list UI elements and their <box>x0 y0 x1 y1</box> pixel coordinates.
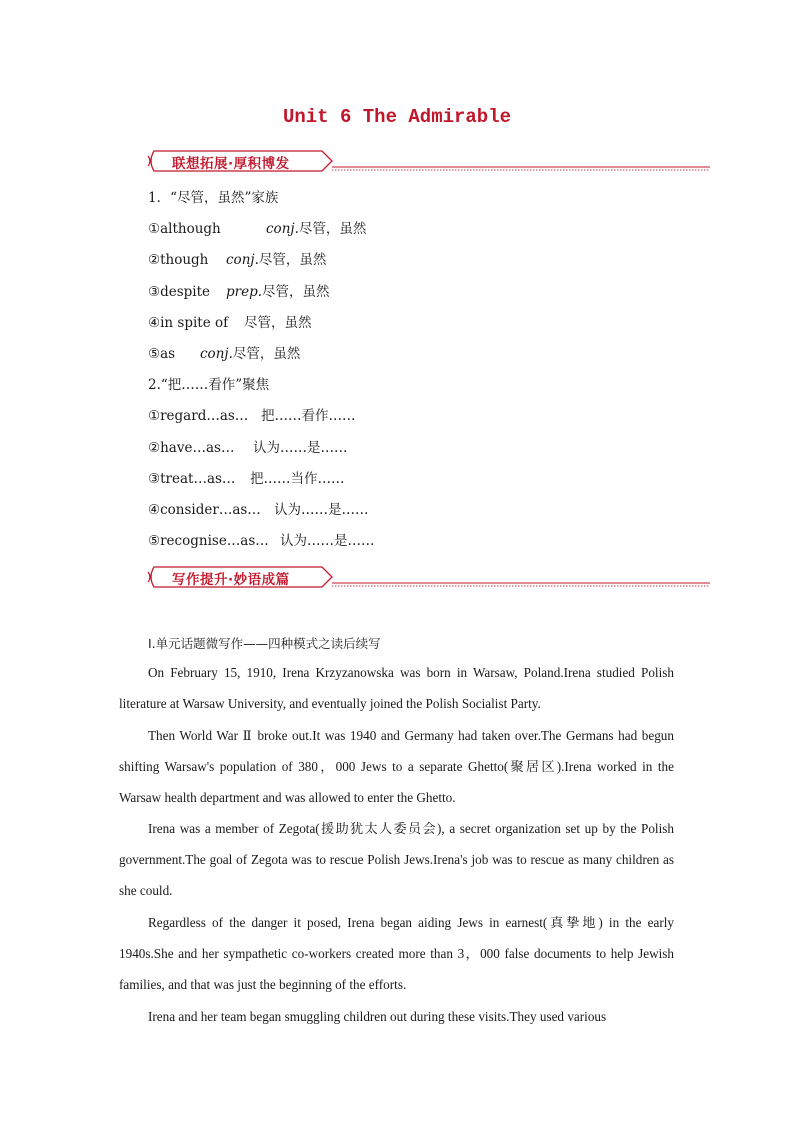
vocab-term: ③despite <box>148 284 211 300</box>
vocab-item <box>148 467 345 487</box>
section-banner-writing <box>146 564 710 590</box>
vocab-term: ②though <box>148 252 209 268</box>
page-title: Unit 6 The Admirable <box>282 106 512 128</box>
banner-label: 联想拓展·厚积博发 <box>172 156 290 172</box>
paragraph: Irena and her team began smuggling children out during these visits.They used various <box>148 1009 607 1024</box>
vocab-meaning: 把……当作…… <box>250 471 345 487</box>
vocab-item <box>148 217 366 237</box>
vocab-term: ⑤as <box>148 346 176 362</box>
paragraph: Regardless of the danger it posed, Irena began aiding Jews in earnest(真挚地) in the early 1940s.She and her sympathetic co-workers created more than 3，000 false documents to help Jewish families, and that was just the beginning of the efforts. <box>119 915 674 993</box>
vocab-item <box>148 342 300 362</box>
vocab-term: ①although <box>148 221 221 237</box>
section-banner-association <box>146 148 710 174</box>
vocab-item <box>148 436 348 456</box>
vocab-meaning: 认为……是…… <box>253 440 348 456</box>
vocab-pos: prep. <box>226 284 263 300</box>
vocab-term: ⑤recognise…as… <box>148 533 269 549</box>
vocab-term: ①regard…as… <box>148 408 249 424</box>
vocab-meaning: 把……看作…… <box>261 408 356 424</box>
vocab-item <box>148 404 356 424</box>
section-heading: Ⅰ.单元话题微写作——四种模式之读后续写 <box>148 636 381 651</box>
banner-label: 写作提升·妙语成篇 <box>172 572 290 588</box>
vocab-meaning: 尽管，虽然 <box>232 346 301 362</box>
paragraph: Irena was a member of Zegota(援助犹太人委员会), a secret organization set up by the Polish government.The goal of Zegota was to rescue Polish Jews.Irena's job was to rescue as many children as she could. <box>119 821 674 899</box>
paragraph: Then World War Ⅱ broke out.It was 1940 and Germany had taken over.The Germans had begun shifting Warsaw's population of 380，000 Jews to a separate Ghetto(聚居区).Irena worked in the Warsaw health department and was allowed to enter the Ghetto. <box>119 728 674 806</box>
vocab-pos: conj. <box>226 252 259 268</box>
vocab-meaning: 尽管，虽然 <box>258 252 327 268</box>
vocab-item <box>148 311 312 331</box>
vocab-meaning: 认为……是…… <box>274 502 369 518</box>
vocab-item <box>148 498 369 518</box>
vocab-item <box>148 248 326 268</box>
vocab-heading: 1．“尽管，虽然”家族 <box>148 190 279 206</box>
vocab-meaning: 尽管，虽然 <box>244 315 312 331</box>
vocab-meaning: 尽管，虽然 <box>298 221 367 237</box>
vocab-meaning: 尽管，虽然 <box>262 284 330 300</box>
paragraph: On February 15, 1910, Irena Krzyzanowska was born in Warsaw, Poland.Irena studied Polish literature at Warsaw University, and eventually joined the Polish Socialist Party. <box>119 665 674 712</box>
vocab-meaning: 认为……是…… <box>280 533 375 549</box>
vocab-heading: 2.“把……看作”聚焦 <box>148 377 270 393</box>
vocab-term: ③treat…as… <box>148 471 236 487</box>
vocab-item <box>148 280 330 300</box>
vocab-pos: conj. <box>200 346 233 362</box>
vocab-term: ②have…as… <box>148 440 235 456</box>
vocab-term: ④in spite of <box>148 315 229 331</box>
vocab-item <box>148 529 375 549</box>
vocab-term: ④consider…as… <box>148 502 261 518</box>
vocab-pos: conj. <box>266 221 299 237</box>
